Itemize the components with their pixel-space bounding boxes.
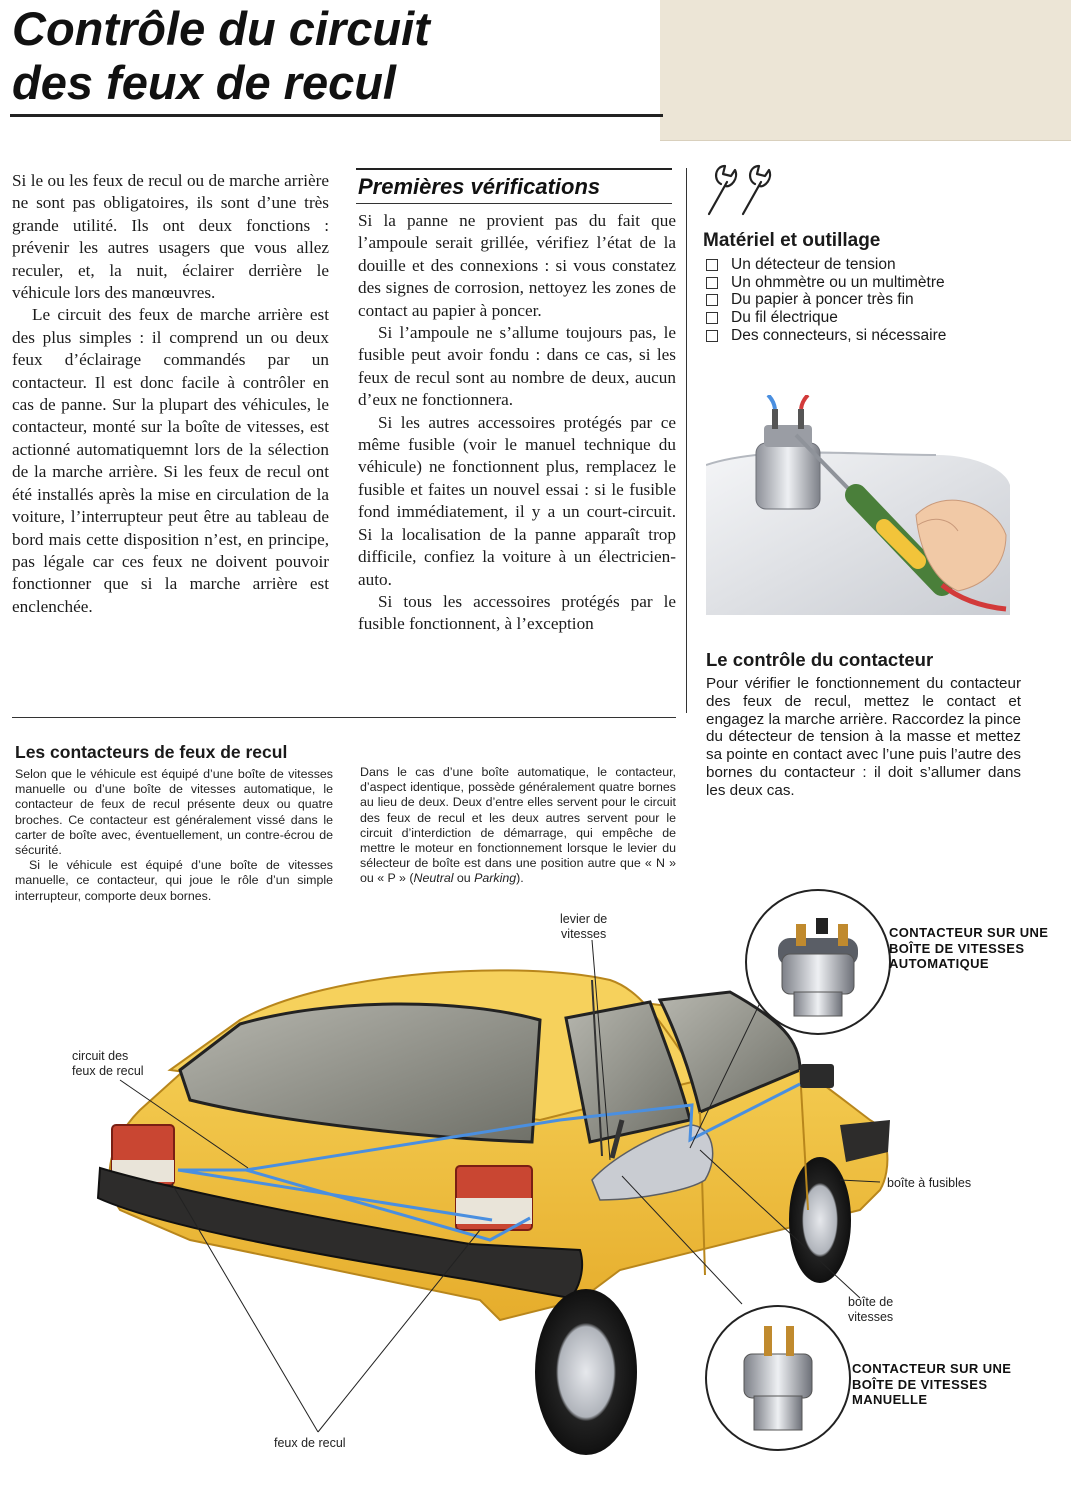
intro-column — [12, 170, 329, 618]
list-item: Du fil électrique — [706, 309, 946, 327]
controle-heading: Le contrôle du contacteur — [706, 649, 934, 670]
section-underline — [356, 203, 672, 204]
section-rule — [356, 168, 672, 170]
checkbox — [706, 294, 718, 306]
section-divider — [12, 717, 676, 718]
page-title — [12, 2, 652, 110]
premieres-heading: Premières vérifications — [358, 174, 601, 199]
checkbox — [706, 330, 718, 342]
list-item: Un détecteur de tension — [706, 256, 946, 274]
wrench-icon — [709, 166, 736, 214]
title-line-1: Contrôle du circuit — [12, 2, 430, 55]
title-rule — [10, 114, 663, 117]
premieres-paragraph-3: Si les autres accessoires protégés par ce même fusible (voir le manuel technique du véhicule) ne fonctionnent plus, remplacez le fusible et faites un nouvel essai : si le fusible fond immédiatement, il y a un court-circuit. Si la localisation de la panne apparaît trop difficile, confiez la voiture à un électricien-auto. — [358, 412, 676, 589]
label-levier: levier de vitesses — [560, 912, 608, 941]
label-boite-fusibles: boîte à fusibles — [887, 1176, 972, 1190]
title-line-2: des feux de recul — [12, 56, 396, 109]
tools-icon — [703, 162, 783, 218]
premieres-paragraph-1: Si la panne ne provient pas du fait que l’ampoule serait grillée, vérifiez l’état de la douille et des connexions : si vous constatez des signes de corrosion, nettoyez les zones de contact au papier à poncer. — [358, 211, 676, 320]
list-item: Un ohmmètre ou un multimètre — [706, 274, 946, 292]
list-item: Du papier à poncer très fin — [706, 291, 946, 309]
list-item: Des connecteurs, si nécessaire — [706, 327, 946, 345]
label-circuit: circuit des feux de recul — [72, 1049, 144, 1078]
label-contacteur-manuel: CONTACTEUR SUR UNE BOÎTE DE VITESSES MANUELLE — [852, 1361, 1012, 1407]
controle-body: Pour vérifier le fonctionnement du contacteur des feux de recul, mettez le contact et engagez la marche arrière. Raccordez la pince du détecteur de tension à la masse et mettez sa pointe en contact avec l’une puis l’autre des bornes du contacteur : il doit s’allumer dans les deux cas. — [706, 675, 1021, 799]
premieres-paragraph-2: Si l’ampoule ne s’allume toujours pas, le fusible peut avoir fondu : dans ce cas, si les feux de recul sont au nombre de deux, aucun d’eux ne fonctionnera. — [358, 323, 676, 410]
label-boite-vitesses: boîte de vitesses — [848, 1295, 894, 1324]
intro-paragraph-2: Le circuit des feux de marche arrière est des plus simples : il comprend un ou deux feux d’éclairage commandés par un contacteur. Il est donc facile à contrôler en cas de panne. Sur la plupart des véhicules, le contacteur, monté sur la boîte de vitesses, est actionné automatiquemnt lors de la sélection de la marche arrière. Si les feux de recul ont été installés après la mise en circulation de la voiture, l’interrupteur peut être au tableau de bord mais cette disposition n’est, en principe, pas légale car ces feux ne doivent pouvoir fonctionner que si la marche arrière est enclenchée. — [12, 305, 329, 616]
contacteurs-paragraph-1: Selon que le véhicule est équipé d’une boîte de vitesses manuelle ou d’une boîte de vitesses automatique, le contacteur de feux de recul présente deux ou quatre broches. Ce contacteur est généralement vissé dans le carter de boîte avec, éventuellement, un contre-écrou de sécurité. — [15, 767, 333, 858]
label-feux-recul: feux de recul — [274, 1436, 346, 1450]
premieres-paragraph-4: Si tous les accessoires protégés par le fusible fonctionnent, à l’exception — [358, 591, 676, 634]
premieres-column — [358, 210, 676, 636]
decorative-panel — [660, 0, 1071, 141]
contacteurs-column-2 — [360, 765, 676, 887]
contacteurs-paragraph-3: Dans le cas d’une boîte automatique, le contacteur, d’aspect identique, possède généralement quatre bornes au lieu de deux. Deux d’entre elles servent pour le circuit des feux de recul et les deux autres servent pour le circuit d’interdiction de démarrage, qui empêche de mettre le moteur en fonctionnement lorsque le levier du sélecteur de boîte est dans une position autre que « N » ou « P » (Neutral ou Parking). — [360, 765, 676, 886]
checkbox — [706, 277, 718, 289]
label-contacteur-automatique: CONTACTEUR SUR UNE BOÎTE DE VITESSES AUTOMATIQUE — [889, 925, 1049, 971]
materiel-heading: Matériel et outillage — [703, 230, 881, 251]
intro-paragraph-1: Si le ou les feux de recul ou de marche arrière ne sont pas obligatoires, ils sont d’une très grande utilité. Ils ont deux fonctions : prévenir les autres usagers que vous allez reculer, et, la nuit, éclairer derrière le véhicule lors des manœuvres. — [12, 171, 329, 303]
contacteurs-paragraph-2: Si le véhicule est équipé d’une boîte de vitesses manuelle, ce contacteur, qui joue le rôle d’un simple interrupteur, comporte deux bornes. — [15, 858, 333, 903]
wrench-icon — [743, 166, 770, 214]
checkbox — [706, 259, 718, 271]
column-divider — [686, 168, 687, 713]
probe-illustration — [706, 395, 1010, 615]
materiel-list — [706, 256, 946, 345]
checkbox — [706, 312, 718, 324]
contacteurs-heading: Les contacteurs de feux de recul — [15, 742, 288, 762]
